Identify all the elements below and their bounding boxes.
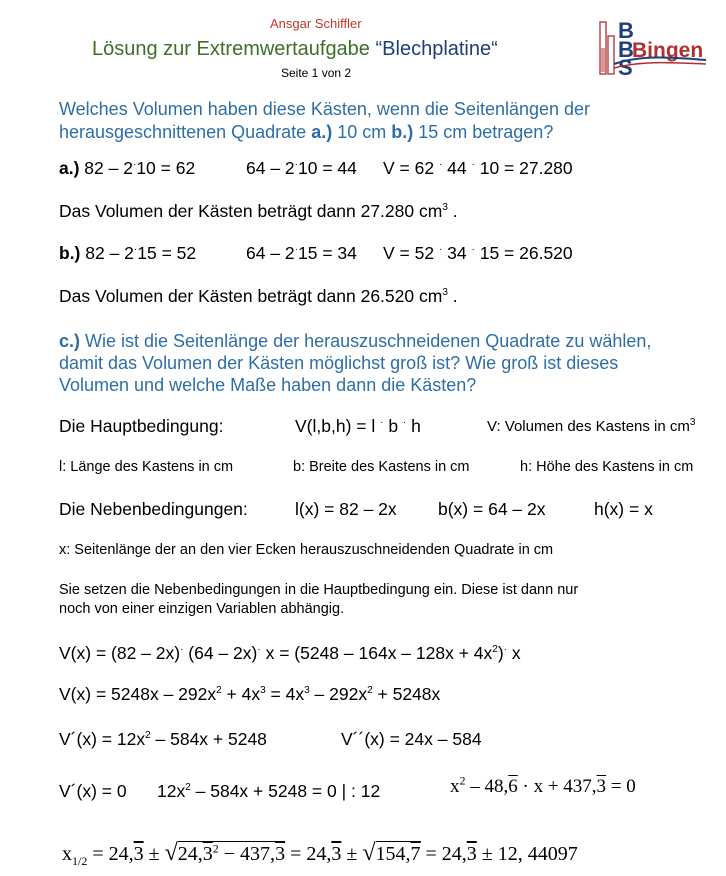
- logo-word: Bingen: [632, 39, 704, 62]
- substitution-line1: Sie setzen die Nebenbedingungen in die Hauptbedingung ein. Diese ist dann nur: [59, 582, 579, 598]
- logo-columns-icon: [600, 22, 614, 74]
- logo-letter-s: S: [618, 55, 633, 76]
- answer-a-calc3: V = 62 · 44 · 10 = 27.280: [383, 158, 573, 178]
- document-title: [92, 38, 498, 61]
- question-c-line2: damit das Volumen der Kästen möglichst groß ist? Wie groß ist dieses: [59, 353, 619, 373]
- page-number: Seite 1 von 2: [281, 66, 352, 80]
- answer-b-result: Das Volumen der Kästen beträgt dann 26.520 $cm^3$ .: [59, 286, 458, 306]
- question-ab-line1: Welches Volumen haben diese Kästen, wenn die Seitenlängen der: [59, 99, 591, 119]
- main-condition-label: Die Hauptbedingung:: [59, 416, 224, 436]
- main-condition-formula: V(l,b,h) = l · b · h: [295, 416, 421, 436]
- x-description: x: Seitenlänge der an den vier Ecken herauszuschneidenden Quadrate in cm: [59, 542, 554, 558]
- square-root-icon-2: √: [362, 840, 376, 866]
- answer-a-calc2: 64 – 2·10 = 44: [246, 158, 357, 178]
- derivative-zero: V´(x) = 0: [59, 781, 127, 801]
- answer-b-calc2: 64 – 2·15 = 34: [246, 243, 357, 263]
- bbs-bingen-logo: [598, 14, 708, 76]
- title-quote: “Blechplatine“: [375, 38, 498, 60]
- title-prefix: Lösung zur Extremwertaufgabe: [92, 38, 376, 60]
- answer-a-calc: a.) 82 – 2·10 = 62: [59, 158, 196, 178]
- answer-b-calc: b.) 82 – 2·15 = 52: [59, 243, 197, 263]
- normalized-equation: $x^2 - 48,6 \cdot x + 437,3 = 0$: [450, 773, 636, 797]
- answer-b-calc3: V = 52 · 34 · 15 = 26.520: [383, 243, 573, 263]
- square-root-icon: √: [164, 840, 178, 866]
- question-ab-line2: herausgeschnittenen Quadrate a.) 10 cm b.) 15 cm betragen?: [59, 122, 554, 142]
- logo-letter-b2: B: [618, 37, 634, 62]
- main-condition-note: V: Volumen des Kastens in $cm^3$: [487, 417, 696, 435]
- variable-l: l: Länge des Kastens in cm: [59, 459, 234, 475]
- question-c-line3: Volumen und welche Maße haben dann die Kästen?: [59, 375, 477, 395]
- substitution-line2: noch von einer einzigen Variablen abhängig.: [59, 601, 345, 617]
- solution-formula: $x_{1/2} = 24,3 \pm √24,3^2 - 437,3 = 24,3 \pm √154,7 = 24,3 \pm 12$, 44097: [62, 840, 578, 868]
- side-condition-b: b(x) = 64 – 2x: [438, 499, 546, 519]
- author-name: Ansgar Schiffler: [270, 16, 362, 31]
- first-derivative: V´(x) = $12x^2 - 584x + 5248$: [59, 729, 267, 749]
- side-conditions-label: Die Nebenbedingungen:: [59, 499, 248, 519]
- answer-a-result: Das Volumen der Kästen beträgt dann 27.280 $cm^3$ .: [59, 201, 458, 221]
- volume-expanded: $V(x) = 5248x - 292x^2 + 4x^3 = 4x^3 - 292x^2 + 5248x$: [59, 684, 441, 704]
- second-derivative: V´´(x) = 24x – 584: [341, 729, 482, 749]
- question-c-line1: c.) Wie ist die Seitenlänge der herauszuschneidenen Quadrate zu wählen,: [59, 331, 652, 351]
- side-condition-h: h(x) = x: [594, 499, 653, 519]
- variable-h: h: Höhe des Kastens in cm: [520, 459, 694, 475]
- volume-function: V(x) = (82 – 2x)· (64 – 2x)· $x = (5248 - 164x - 128x + 4x^2)^\cdot$ x: [59, 643, 521, 663]
- logo-letter-b1: B: [618, 18, 634, 43]
- side-condition-l: l(x) = 82 – 2x: [295, 499, 397, 519]
- quadratic-equation: $12x^2 - 584x + 5248 = 0$ | : 12: [157, 781, 381, 801]
- variable-b: b: Breite des Kastens in cm: [293, 459, 470, 475]
